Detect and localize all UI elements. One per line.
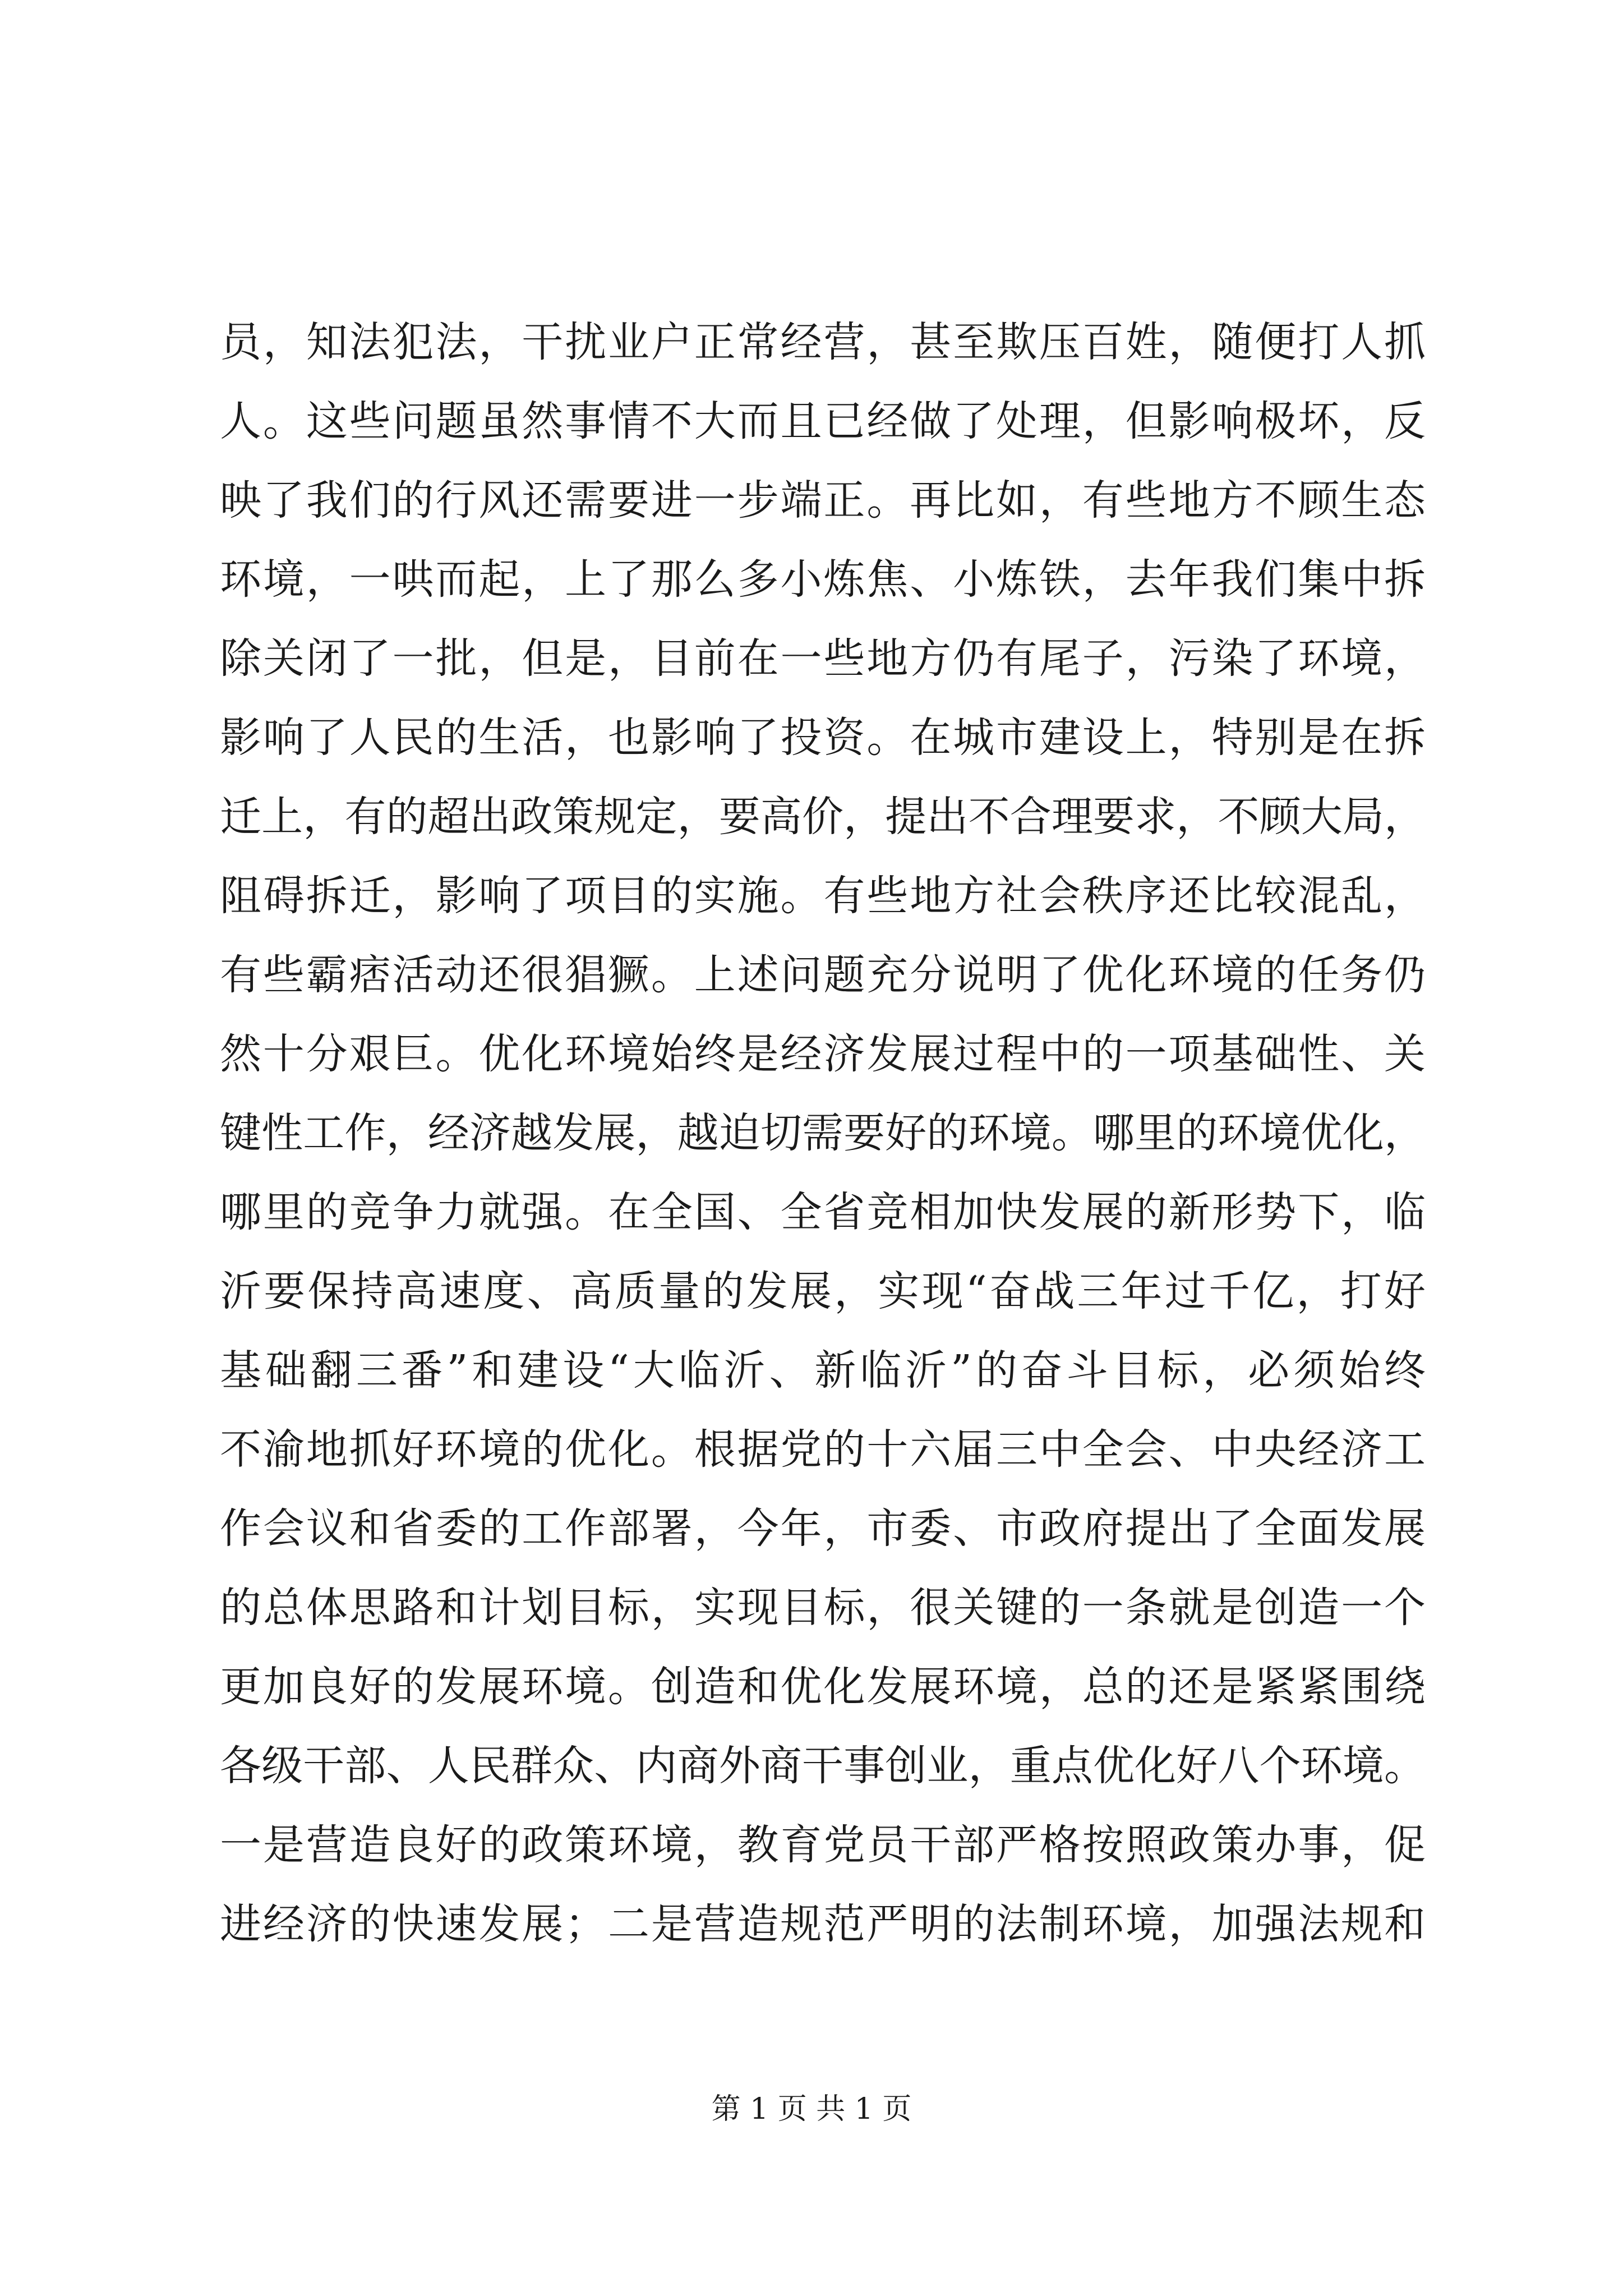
text-line: 影响了人民的生活，也影响了投资。在城市建设上，特别是在拆 [220, 714, 1426, 762]
text-line: 哪里的竞争力就强。在全国、全省竞相加快发展的新形势下，临 [220, 1188, 1426, 1236]
text-line: 一是营造良好的政策环境，教育党员干部严格按照政策办事，促 [220, 1821, 1426, 1869]
text-line: 沂要保持高速度、高质量的发展，实现“奋战三年过千亿，打好 [220, 1267, 1426, 1315]
text-line: 键性工作，经济越发展，越迫切需要好的环境。哪里的环境优化， [220, 1109, 1426, 1157]
text-line: 除关闭了一批，但是，目前在一些地方仍有尾子，污染了环境， [220, 634, 1426, 683]
text-line: 基础翻三番”和建设“大临沂、新临沂”的奋斗目标，必须始终 [220, 1346, 1426, 1395]
text-line: 进经济的快速发展；二是营造规范严明的法制环境，加强法规和 [220, 1900, 1426, 1948]
text-line: 有些霸痞活动还很猖獗。上述问题充分说明了优化环境的任务仍 [220, 951, 1426, 999]
text-line: 映了我们的行风还需要进一步端正。再比如，有些地方不顾生态 [220, 476, 1426, 524]
text-line: 的总体思路和计划目标，实现目标，很关键的一条就是创造一个 [220, 1584, 1426, 1632]
text-line: 更加良好的发展环境。创造和优化发展环境，总的还是紧紧围绕 [220, 1663, 1426, 1711]
text-line: 环境，一哄而起，上了那么多小炼焦、小炼铁，去年我们集中拆 [220, 555, 1426, 604]
text-line: 作会议和省委的工作部署，今年，市委、市政府提出了全面发展 [220, 1504, 1426, 1553]
text-line: 迁上，有的超出政策规定，要高价，提出不合理要求，不顾大局， [220, 793, 1426, 841]
page-footer: 第 1 页 共 1 页 [711, 2092, 912, 2126]
text-line: 人。这些问题虽然事情不大而且已经做了处理，但影响极坏，反 [220, 397, 1426, 445]
body-text [220, 303, 1426, 1964]
text-line: 阻碍拆迁，影响了项目的实施。有些地方社会秩序还比较混乱， [220, 872, 1426, 920]
text-line: 不渝地抓好环境的优化。根据党的十六届三中全会、中央经济工 [220, 1425, 1426, 1474]
text-line: 然十分艰巨。优化环境始终是经济发展过程中的一项基础性、关 [220, 1030, 1426, 1078]
text-line: 各级干部、人民群众、内商外商干事创业，重点优化好八个环境。 [220, 1742, 1426, 1790]
text-line: 员，知法犯法，干扰业户正常经营，甚至欺压百姓，随便打人抓 [220, 318, 1426, 366]
